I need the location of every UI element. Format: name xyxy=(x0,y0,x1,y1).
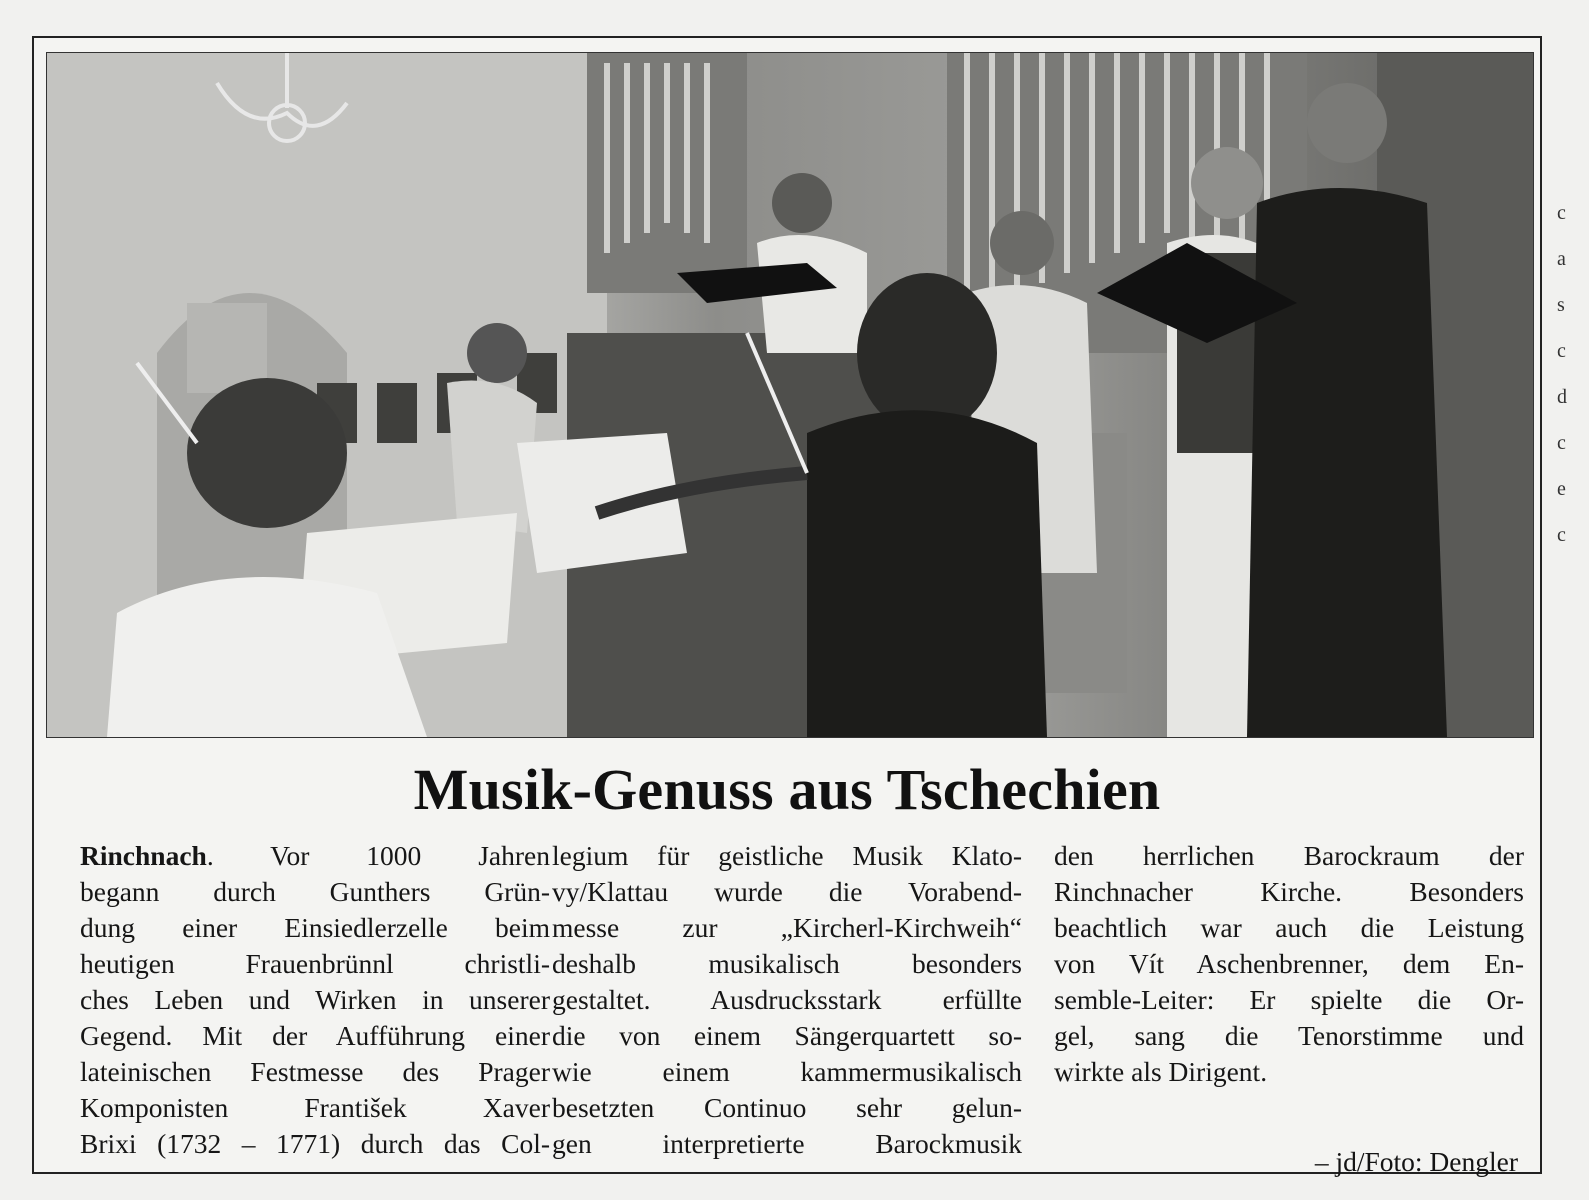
column-2-line: legium für geistliche Musik Klato- xyxy=(552,840,1022,871)
column-3-line: semble-Leiter: Er spielte die Or- xyxy=(1054,984,1524,1015)
column-1-line: lateinischen Festmesse des Prager xyxy=(80,1056,550,1087)
edge-letter: d xyxy=(1557,386,1567,408)
edge-letter: c xyxy=(1557,202,1566,224)
column-2-line: deshalb musikalisch besonders xyxy=(552,948,1022,979)
column-3-line: beachtlich war auch die Leistung xyxy=(1054,912,1524,943)
column-2-line: wie einem kammermusikalisch xyxy=(552,1056,1022,1087)
dateline: Rinchnach xyxy=(80,840,207,871)
column-2-line: besetzten Continuo sehr gelun- xyxy=(552,1092,1022,1123)
column-2-line: gestaltet. Ausdrucksstark erfüllte xyxy=(552,984,1022,1015)
article-column-3 xyxy=(1054,838,1524,1090)
column-3-line: Rinchnacher Kirche. Besonders xyxy=(1054,876,1524,907)
column-3-line: wirkte als Dirigent. xyxy=(1054,1056,1268,1087)
column-1-line: dung einer Einsiedlerzelle beim xyxy=(80,912,550,943)
column-2-line: gen interpretierte Barockmusik xyxy=(552,1128,1022,1159)
article-headline: Musik-Genuss aus Tschechien xyxy=(413,757,1161,822)
adjacent-column-edge xyxy=(1557,190,1577,558)
article-column-2 xyxy=(552,838,1022,1162)
column-3-line: von Vít Aschenbrenner, dem En- xyxy=(1054,948,1524,979)
edge-letter: c xyxy=(1557,340,1566,362)
column-1-line: begann durch Gunthers Grün- xyxy=(80,876,550,907)
column-1-line: Gegend. Mit der Aufführung einer xyxy=(80,1020,550,1051)
column-2-line: die von einem Sängerquartett so- xyxy=(552,1020,1022,1051)
edge-letter: c xyxy=(1557,524,1566,546)
column-3-line: gel, sang die Tenorstimme und xyxy=(1054,1020,1524,1051)
column-1-line: Komponisten František Xaver xyxy=(80,1092,550,1123)
edge-letter: e xyxy=(1557,478,1566,500)
article-column-1 xyxy=(80,838,550,1162)
photo-credit: – jd/Foto: Dengler xyxy=(1314,1146,1518,1177)
column-2-line: vy/Klattau wurde die Vorabend- xyxy=(552,876,1022,907)
column-1-line: Brixi (1732 – 1771) durch das Col- xyxy=(80,1128,550,1159)
newspaper-clipping xyxy=(32,36,1542,1177)
column-1-line: Rinchnach. Vor 1000 Jahren xyxy=(80,840,550,871)
edge-letter: c xyxy=(1557,432,1566,454)
photo-illustration xyxy=(47,53,1533,737)
edge-letter: a xyxy=(1557,248,1566,270)
column-1-line: ches Leben und Wirken in unserer xyxy=(80,984,550,1015)
edge-letter: s xyxy=(1557,294,1565,316)
column-1-line: heutigen Frauenbrünnl christli- xyxy=(80,948,550,979)
column-2-line: messe zur „Kircherl-Kirchweih“ xyxy=(552,912,1022,943)
column-3-line: den herrlichen Barockraum der xyxy=(1054,840,1524,871)
article-photo xyxy=(46,52,1534,738)
